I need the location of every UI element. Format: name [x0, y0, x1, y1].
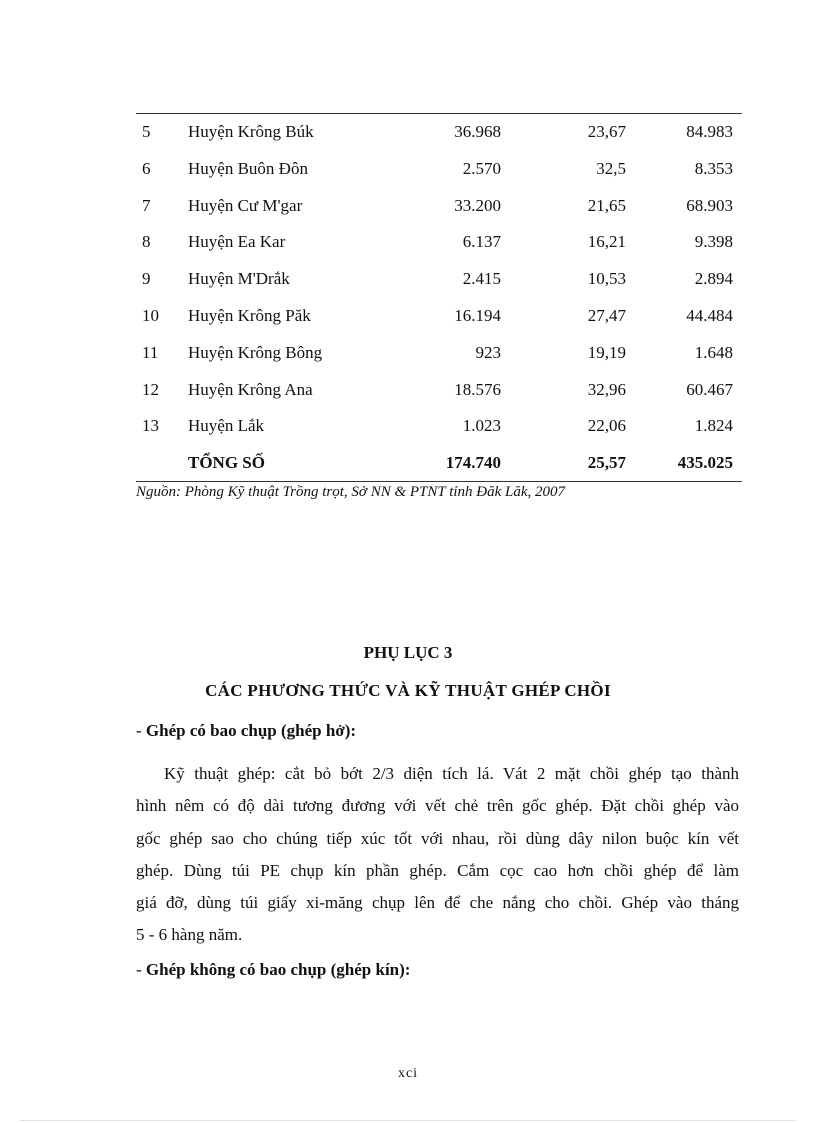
- value-c: 1.648: [694, 342, 733, 362]
- value-a: 36.968: [454, 122, 501, 141]
- district-name: Huyện Buôn Đôn: [188, 158, 308, 178]
- table-row: [136, 113, 742, 150]
- row-number: 7: [142, 195, 151, 215]
- value-c: 44.484: [686, 305, 733, 325]
- table-row: [136, 150, 742, 187]
- district-name: Huyện Ea Kar: [188, 232, 286, 252]
- total-value-a: 174.740: [445, 453, 501, 473]
- row-number: 5: [142, 122, 151, 141]
- table-bottom-rule: [136, 481, 742, 482]
- table-total-row: [136, 444, 742, 481]
- value-c: 8.353: [694, 158, 733, 178]
- value-b: 32,5: [596, 158, 626, 178]
- district-name: Huyện M'Drắk: [188, 269, 290, 289]
- value-a: 2.570: [462, 158, 501, 178]
- page-number: xci: [397, 1066, 419, 1081]
- appendix-subtitle: CÁC PHƯƠNG THỨC VÀ KỸ THUẬT GHÉP CHỒI: [205, 681, 611, 700]
- value-c: 2.894: [694, 269, 733, 289]
- value-c: 60.467: [686, 379, 733, 399]
- value-b: 16,21: [587, 232, 626, 252]
- value-b: 21,65: [587, 195, 626, 215]
- paragraph-line: gốc ghép sao cho chúng tiếp xúc tốt với nhau, rồi dùng dây nilon buộc kín vết: [136, 828, 739, 848]
- value-b: 19,19: [587, 342, 626, 362]
- total-value-c: 435.025: [677, 453, 733, 473]
- value-b: 32,96: [587, 379, 626, 399]
- value-c: 9.398: [694, 232, 733, 252]
- district-table: [136, 113, 742, 481]
- total-label: TỔNG SỐ: [188, 453, 265, 473]
- value-c: 84.983: [686, 122, 733, 141]
- value-a: 18.576: [454, 379, 501, 399]
- table-row: [136, 407, 742, 444]
- value-a: 6.137: [462, 232, 501, 252]
- heading-dash: -: [136, 721, 146, 740]
- row-number: 11: [142, 342, 159, 362]
- district-name: Huyện Krông Ana: [188, 379, 313, 399]
- total-value-b: 25,57: [587, 453, 626, 473]
- section-heading-closed-graft: [136, 960, 410, 980]
- value-a: 1.023: [462, 416, 501, 436]
- body-paragraph: [136, 758, 739, 952]
- table-row: [136, 260, 742, 297]
- table-source-note: Nguồn: Phòng Kỹ thuật Trồng trọt, Sở NN & PTNT tỉnh Đăk Lăk, 2007: [136, 484, 566, 500]
- district-name: Huyện Lắk: [188, 416, 265, 436]
- district-name: Huyện Krông Bông: [188, 342, 323, 362]
- table-row: [136, 371, 742, 408]
- value-a: 2.415: [462, 269, 501, 289]
- heading-text: Ghép có bao chụp (ghép hở):: [145, 721, 357, 740]
- value-a: 16.194: [454, 305, 501, 325]
- paragraph-line: Kỹ thuật ghép: cắt bỏ bớt 2/3 diện tích lá. Vát 2 mặt chồi ghép tạo thành: [164, 764, 739, 783]
- table-row: [136, 187, 742, 224]
- value-b: 22,06: [587, 416, 626, 436]
- appendix-title: PHỤ LỤC 3: [363, 643, 453, 662]
- district-name: Huyện Krông Păk: [188, 305, 311, 325]
- table-row: [136, 297, 742, 334]
- table-row: [136, 334, 742, 371]
- heading-text: Ghép không có bao chụp (ghép kín):: [145, 960, 411, 979]
- row-number: 8: [142, 232, 151, 252]
- heading-dash: -: [136, 960, 146, 979]
- district-name: Huyện Cư M'gar: [188, 195, 303, 215]
- value-b: 27,47: [587, 305, 626, 325]
- value-a: 33.200: [454, 195, 501, 215]
- section-heading-open-graft: [136, 721, 356, 741]
- table-row: [136, 223, 742, 260]
- value-b: 10,53: [587, 269, 626, 289]
- row-number: 9: [142, 269, 151, 289]
- paragraph-line: giá đỡ, dùng túi giấy xi-măng chụp lên để che nắng cho chồi. Ghép vào tháng: [136, 893, 739, 913]
- value-a: 923: [475, 342, 501, 362]
- row-number: 6: [142, 158, 151, 178]
- value-c: 68.903: [686, 195, 733, 215]
- value-c: 1.824: [694, 416, 733, 436]
- row-number: 13: [142, 416, 159, 436]
- district-name: Huyện Krông Búk: [188, 122, 314, 141]
- value-b: 23,67: [587, 122, 626, 141]
- row-number: 12: [142, 379, 159, 399]
- paragraph-line: hình nêm có độ dài tương đương với vết chẻ trên gốc ghép. Đặt chồi ghép vào: [136, 796, 739, 816]
- page-bottom-border: [20, 1120, 796, 1121]
- row-number: 10: [142, 305, 159, 325]
- paragraph-line: 5 - 6 hàng năm.: [136, 925, 243, 945]
- paragraph-line: ghép. Dùng túi PE chụp kín phần ghép. Cắm cọc cao hơn chồi ghép để làm: [136, 860, 739, 880]
